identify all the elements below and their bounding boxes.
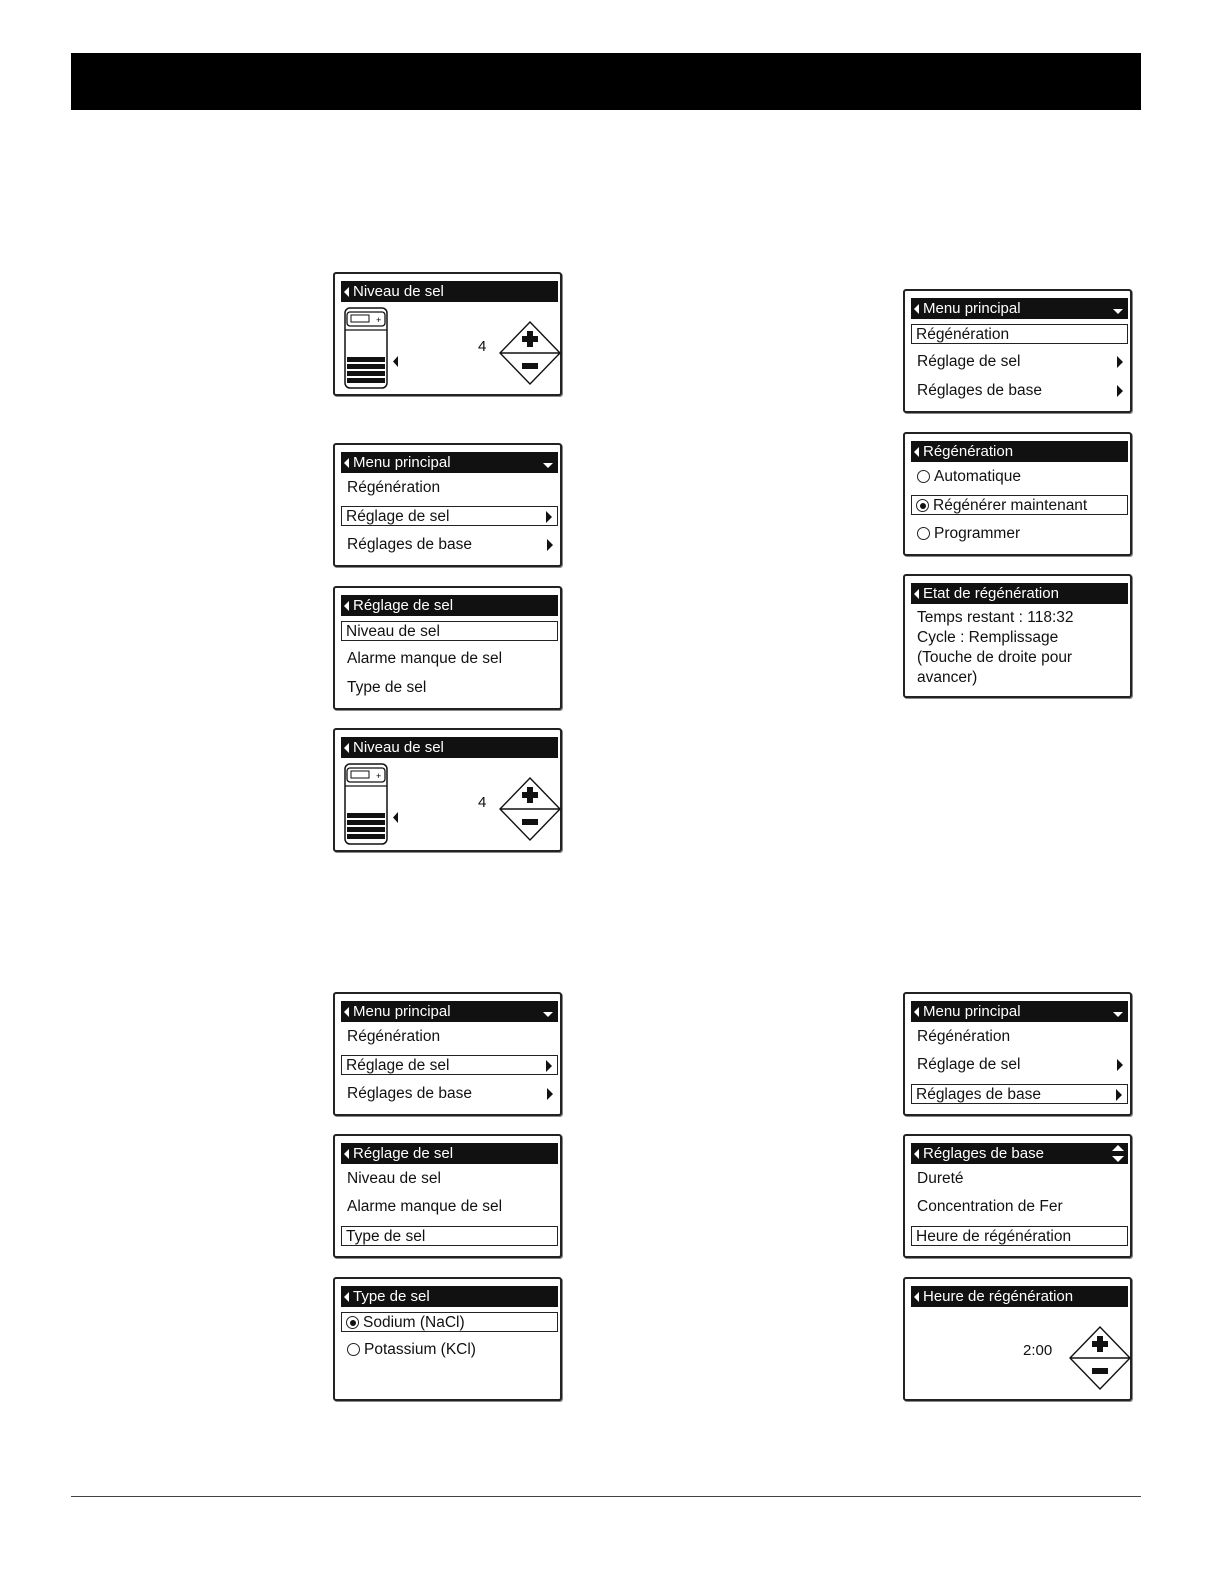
scroll-up-down-icon[interactable] xyxy=(1112,1145,1124,1162)
option-sodium[interactable] xyxy=(341,1312,558,1332)
plus-minus-icon[interactable] xyxy=(498,776,562,842)
option-label: Automatique xyxy=(934,468,1022,485)
radio-selected-icon xyxy=(346,1316,359,1329)
option-potassium[interactable] xyxy=(341,1340,558,1360)
regeneration-status-screen xyxy=(903,574,1132,698)
menu-item-salt-level[interactable]: Niveau de sel xyxy=(347,1170,441,1187)
regeneration-time-screen xyxy=(903,1277,1132,1401)
menu-item-label: Réglages de base xyxy=(917,382,1042,399)
back-arrow-icon[interactable] xyxy=(344,1007,349,1017)
option-automatic[interactable] xyxy=(911,467,1128,487)
chevron-right-icon xyxy=(547,539,553,551)
salt-setting-screen xyxy=(333,586,562,710)
screen-title-bar xyxy=(341,281,558,302)
salt-level-value: 4 xyxy=(478,794,487,811)
main-menu-screen xyxy=(903,992,1132,1116)
screen-title: Réglage de sel xyxy=(353,597,454,614)
menu-item-label: Réglages de base xyxy=(347,1085,472,1102)
back-arrow-icon[interactable] xyxy=(344,601,349,611)
menu-item-salt-setting[interactable] xyxy=(341,506,558,526)
menu-item-regeneration[interactable]: Régénération xyxy=(917,1028,1011,1045)
scroll-down-icon[interactable] xyxy=(543,1012,553,1017)
screen-title: Niveau de sel xyxy=(353,739,444,756)
menu-item-basic-settings[interactable] xyxy=(911,381,1128,401)
basic-settings-screen xyxy=(903,1134,1132,1258)
back-arrow-icon[interactable] xyxy=(914,304,919,314)
chevron-right-icon xyxy=(546,1060,552,1072)
radio-empty-icon xyxy=(347,1343,360,1356)
hint-line: (Touche de droite pour xyxy=(917,649,1073,666)
screen-title-bar xyxy=(341,452,558,473)
chevron-right-icon xyxy=(1117,356,1123,368)
salt-level-screen xyxy=(333,728,562,852)
plus-minus-icon[interactable] xyxy=(498,320,562,386)
back-arrow-icon[interactable] xyxy=(914,1149,919,1159)
plus-minus-icon[interactable] xyxy=(1068,1325,1132,1391)
hint-line: avancer) xyxy=(917,669,978,686)
menu-item-iron-concentration[interactable]: Concentration de Fer xyxy=(917,1198,1063,1215)
back-arrow-icon[interactable] xyxy=(344,1292,349,1302)
option-label: Programmer xyxy=(934,525,1021,542)
svg-text:+: + xyxy=(376,315,382,325)
screen-title-bar xyxy=(341,1286,558,1307)
menu-item-salt-alarm[interactable]: Alarme manque de sel xyxy=(347,1198,503,1215)
screen-title: Réglage de sel xyxy=(353,1145,454,1162)
menu-item-salt-type[interactable]: Type de sel xyxy=(341,1226,558,1246)
main-menu-screen xyxy=(333,992,562,1116)
menu-item-label: Réglage de sel xyxy=(346,508,450,525)
option-schedule[interactable] xyxy=(911,524,1128,544)
svg-text:+: + xyxy=(376,771,382,781)
screen-title-bar xyxy=(911,441,1128,462)
back-arrow-icon[interactable] xyxy=(914,1007,919,1017)
menu-item-label: Réglage de sel xyxy=(346,1057,450,1074)
scroll-down-icon[interactable] xyxy=(543,463,553,468)
screen-title-bar xyxy=(341,1001,558,1022)
scroll-down-icon[interactable] xyxy=(1113,309,1123,314)
remaining-time: Temps restant : 118:32 xyxy=(917,609,1074,626)
screen-title: Heure de régénération xyxy=(923,1288,1074,1305)
menu-item-regeneration[interactable]: Régénération xyxy=(347,1028,441,1045)
radio-empty-icon xyxy=(917,470,930,483)
menu-item-regeneration[interactable]: Régénération xyxy=(911,324,1128,344)
menu-item-label: Réglage de sel xyxy=(917,1056,1021,1073)
radio-empty-icon xyxy=(917,527,930,540)
screen-title-bar xyxy=(911,298,1128,319)
screen-title: Etat de régénération xyxy=(923,585,1059,602)
salt-tank-icon xyxy=(341,760,401,848)
radio-selected-icon xyxy=(916,499,929,512)
header-bar xyxy=(71,53,1141,110)
status-text xyxy=(917,608,1127,688)
menu-item-label: Réglages de base xyxy=(916,1086,1041,1103)
menu-item-basic-settings[interactable] xyxy=(341,535,558,555)
screen-title: Régénération xyxy=(923,443,1014,460)
salt-type-screen xyxy=(333,1277,562,1401)
main-menu-screen xyxy=(903,289,1132,413)
menu-item-salt-alarm[interactable]: Alarme manque de sel xyxy=(347,650,503,667)
back-arrow-icon[interactable] xyxy=(344,1149,349,1159)
screen-title-bar xyxy=(911,1001,1128,1022)
menu-item-salt-setting[interactable] xyxy=(341,1055,558,1075)
salt-tank-icon xyxy=(341,304,401,392)
menu-item-label: Réglage de sel xyxy=(917,353,1021,370)
screen-title: Réglages de base xyxy=(923,1145,1044,1162)
menu-item-salt-type[interactable]: Type de sel xyxy=(347,679,427,696)
option-regenerate-now[interactable] xyxy=(911,495,1128,515)
menu-item-salt-setting[interactable] xyxy=(911,1055,1128,1075)
screen-title-bar xyxy=(911,1286,1128,1307)
menu-item-regeneration[interactable]: Régénération xyxy=(347,479,441,496)
screen-title-bar xyxy=(341,1143,558,1164)
screen-title: Menu principal xyxy=(923,300,1021,317)
salt-level-screen xyxy=(333,272,562,396)
back-arrow-icon[interactable] xyxy=(344,458,349,468)
chevron-right-icon xyxy=(546,511,552,523)
back-arrow-icon[interactable] xyxy=(914,589,919,599)
screen-title-bar xyxy=(341,737,558,758)
back-arrow-icon[interactable] xyxy=(914,447,919,457)
chevron-right-icon xyxy=(1116,1089,1122,1101)
chevron-right-icon xyxy=(1117,385,1123,397)
menu-item-hardness[interactable]: Dureté xyxy=(917,1170,964,1187)
main-menu-screen xyxy=(333,443,562,567)
screen-title: Niveau de sel xyxy=(353,283,444,300)
cycle-status: Cycle : Remplissage xyxy=(917,629,1059,646)
option-label: Régénérer maintenant xyxy=(933,497,1088,514)
option-label: Potassium (KCl) xyxy=(364,1341,476,1358)
chevron-right-icon xyxy=(547,1088,553,1100)
back-arrow-icon[interactable] xyxy=(914,1292,919,1302)
screen-title-bar xyxy=(341,595,558,616)
screen-title-bar xyxy=(911,583,1128,604)
screen-title: Menu principal xyxy=(923,1003,1021,1020)
screen-title-bar xyxy=(911,1143,1128,1164)
salt-level-value: 4 xyxy=(478,338,487,355)
option-label: Sodium (NaCl) xyxy=(363,1314,465,1331)
regeneration-screen xyxy=(903,432,1132,556)
screen-title: Menu principal xyxy=(353,1003,451,1020)
salt-setting-screen xyxy=(333,1134,562,1258)
screen-title: Type de sel xyxy=(353,1288,430,1305)
menu-item-label: Réglages de base xyxy=(347,536,472,553)
back-arrow-icon[interactable] xyxy=(344,743,349,753)
menu-item-basic-settings[interactable] xyxy=(911,1084,1128,1104)
back-arrow-icon[interactable] xyxy=(344,287,349,297)
footer-rule xyxy=(71,1496,1141,1497)
scroll-down-icon[interactable] xyxy=(1113,1012,1123,1017)
regeneration-time-value: 2:00 xyxy=(1023,1342,1053,1359)
chevron-right-icon xyxy=(1117,1059,1123,1071)
menu-item-regeneration-time[interactable]: Heure de régénération xyxy=(911,1226,1128,1246)
screen-title: Menu principal xyxy=(353,454,451,471)
menu-item-salt-level[interactable]: Niveau de sel xyxy=(341,621,558,641)
menu-item-salt-setting[interactable] xyxy=(911,352,1128,372)
menu-item-basic-settings[interactable] xyxy=(341,1084,558,1104)
